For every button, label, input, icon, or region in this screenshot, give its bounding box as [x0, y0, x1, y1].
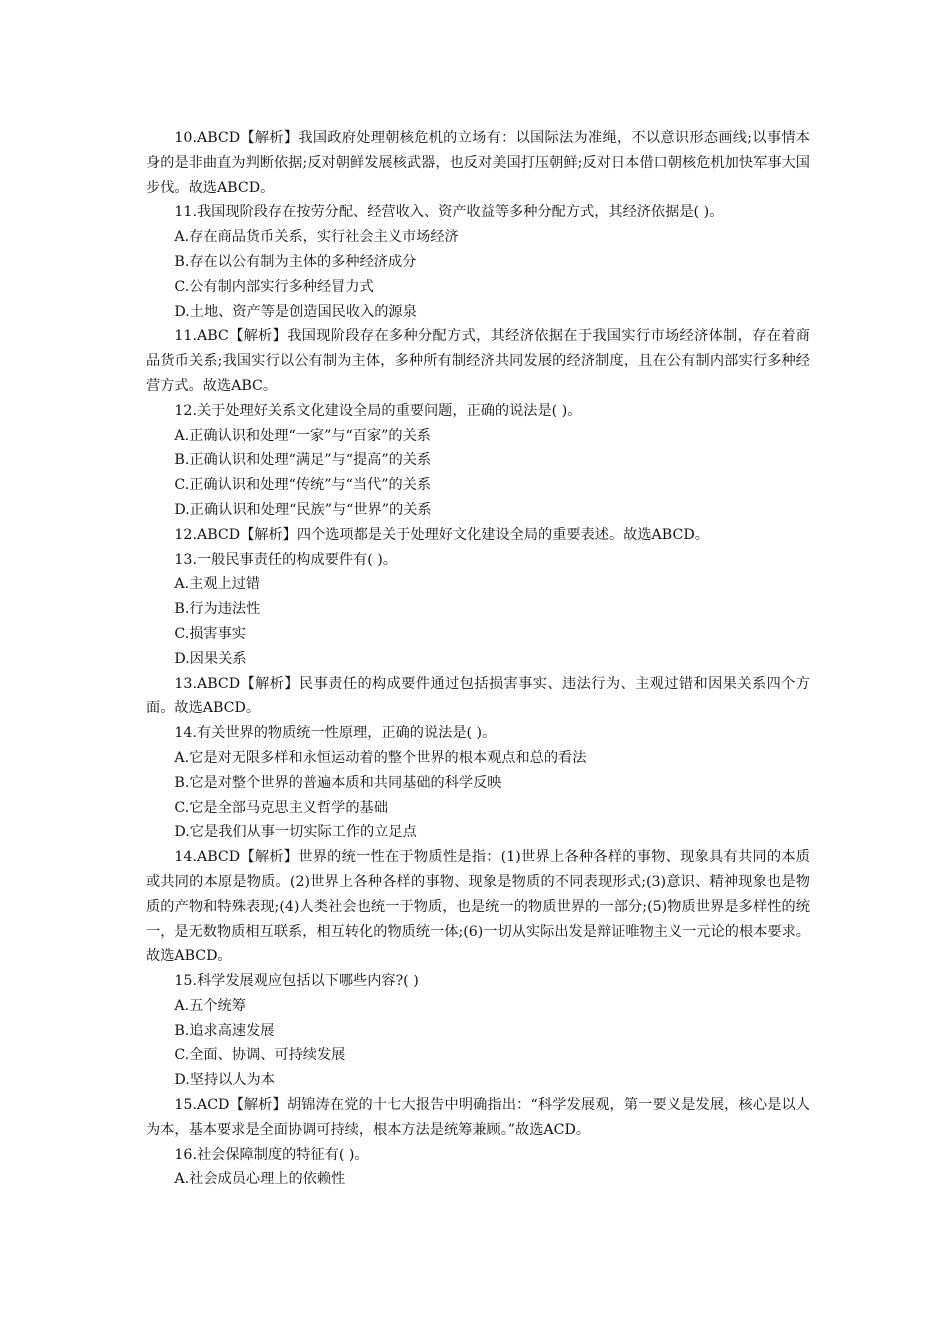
question-13-option-c: C.损害事实 [174, 625, 246, 642]
question-15-option-a: A.五个统筹 [174, 997, 246, 1014]
question-15-option-c: C.全面、协调、可持续发展 [174, 1047, 346, 1064]
answer-12-explanation: 12.ABCD【解析】四个选项都是关于处理好文化建设全局的重要表述。故选ABCD。 [174, 526, 709, 543]
question-16: 16.社会保障制度的特征有( )。 [174, 1146, 369, 1163]
question-14-option-b: B.它是对整个世界的普遍本质和共同基础的科学反映 [174, 774, 502, 791]
question-11-option-c: C.公有制内部实行多种经冒力式 [174, 278, 374, 295]
question-11: 11.我国现阶段存在按劳分配、经营收入、资产收益等多种分配方式，其经济依据是( )。 [174, 204, 724, 221]
answer-15-explanation: 15.ACD【解析】胡锦涛在党的十七大报告中明确指出：“科学发展观，第一要义是发展，核心是以人为本，基本要求是全面协调可持续，根本方法是统筹兼顾。”故选ACD。 [146, 1097, 810, 1138]
question-12: 12.关于处理好关系文化建设全局的重要问题，正确的说法是( )。 [174, 402, 582, 419]
question-15-option-d: D.坚持以人为本 [174, 1072, 275, 1089]
question-12-option-b: B.正确认识和处理“满足”与“提高”的关系 [174, 452, 432, 469]
question-14-option-d: D.它是我们从事一切实际工作的立足点 [174, 824, 417, 841]
question-16-option-a: A.社会成员心理上的依赖性 [174, 1171, 346, 1188]
question-14: 14.有关世界的物质统一性原理，正确的说法是( )。 [174, 725, 497, 742]
question-11-option-b: B.存在以公有制为主体的多种经济成分 [174, 253, 417, 270]
question-15-option-b: B.追求高速发展 [174, 1022, 275, 1039]
question-15: 15.科学发展观应包括以下哪些内容?( ) [174, 973, 419, 990]
question-14-option-c: C.它是全部马克思主义哲学的基础 [174, 799, 388, 816]
answer-10-explanation: 10.ABCD【解析】我国政府处理朝核危机的立场有：以国际法为准绳，不以意识形态画线;以事情本身的是非曲直为判断依据;反对朝鲜发展核武器，也反对美国打压朝鲜;反对日本借口朝核危机加快军事大国步伐。故选ABCD。 [146, 130, 810, 196]
question-13-option-d: D.因果关系 [174, 650, 247, 667]
question-13-option-a: A.主观上过错 [174, 576, 261, 593]
question-12-option-d: D.正确认识和处理“民族”与“世界”的关系 [174, 501, 432, 518]
answer-14-explanation: 14.ABCD【解析】世界的统一性在于物质性是指：(1)世界上各种各样的事物、现象具有共同的本质或共同的本原是物质。(2)世界上各种各样的事物、现象是物质的不同表现形式;(3)意识、精神现象也是物质的产物和特殊表现;(4)人类社会也统一于物质，也是统一的物质世界的一部分;(5)物质世界是多样性的统一，是无数物质相互联系，相互转化的物质统一体;(6)一切从实际出发是辩证唯物主义一元论的根本要求。故选ABCD。 [146, 849, 810, 965]
question-13-option-b: B.行为违法性 [174, 601, 261, 618]
question-13: 13.一般民事责任的构成要件有( )。 [174, 551, 397, 568]
question-12-option-a: A.正确认识和处理“一家”与“百家”的关系 [174, 427, 431, 444]
answer-13-explanation: 13.ABCD【解析】民事责任的构成要件通过包括损害事实、违法行为、主观过错和因果关系四个方面。故选ABCD。 [146, 675, 810, 717]
document-body [146, 126, 810, 1192]
question-11-option-a: A.存在商品货币关系，实行社会主义市场经济 [174, 229, 459, 246]
question-12-option-c: C.正确认识和处理“传统”与“当代”的关系 [174, 477, 432, 494]
question-14-option-a: A.它是对无限多样和永恒运动着的整个世界的根本观点和总的看法 [174, 749, 587, 766]
answer-11-explanation: 11.ABC【解析】我国现阶段存在多种分配方式，其经济依据在于我国实行市场经济体制，存在着商品货币关系;我国实行以公有制为主体，多种所有制经济共同发展的经济制度，且在公有制内部实行多种经营方式。故选ABC。 [146, 328, 810, 394]
question-11-option-d: D.土地、资产等是创造国民收入的源泉 [174, 303, 417, 320]
